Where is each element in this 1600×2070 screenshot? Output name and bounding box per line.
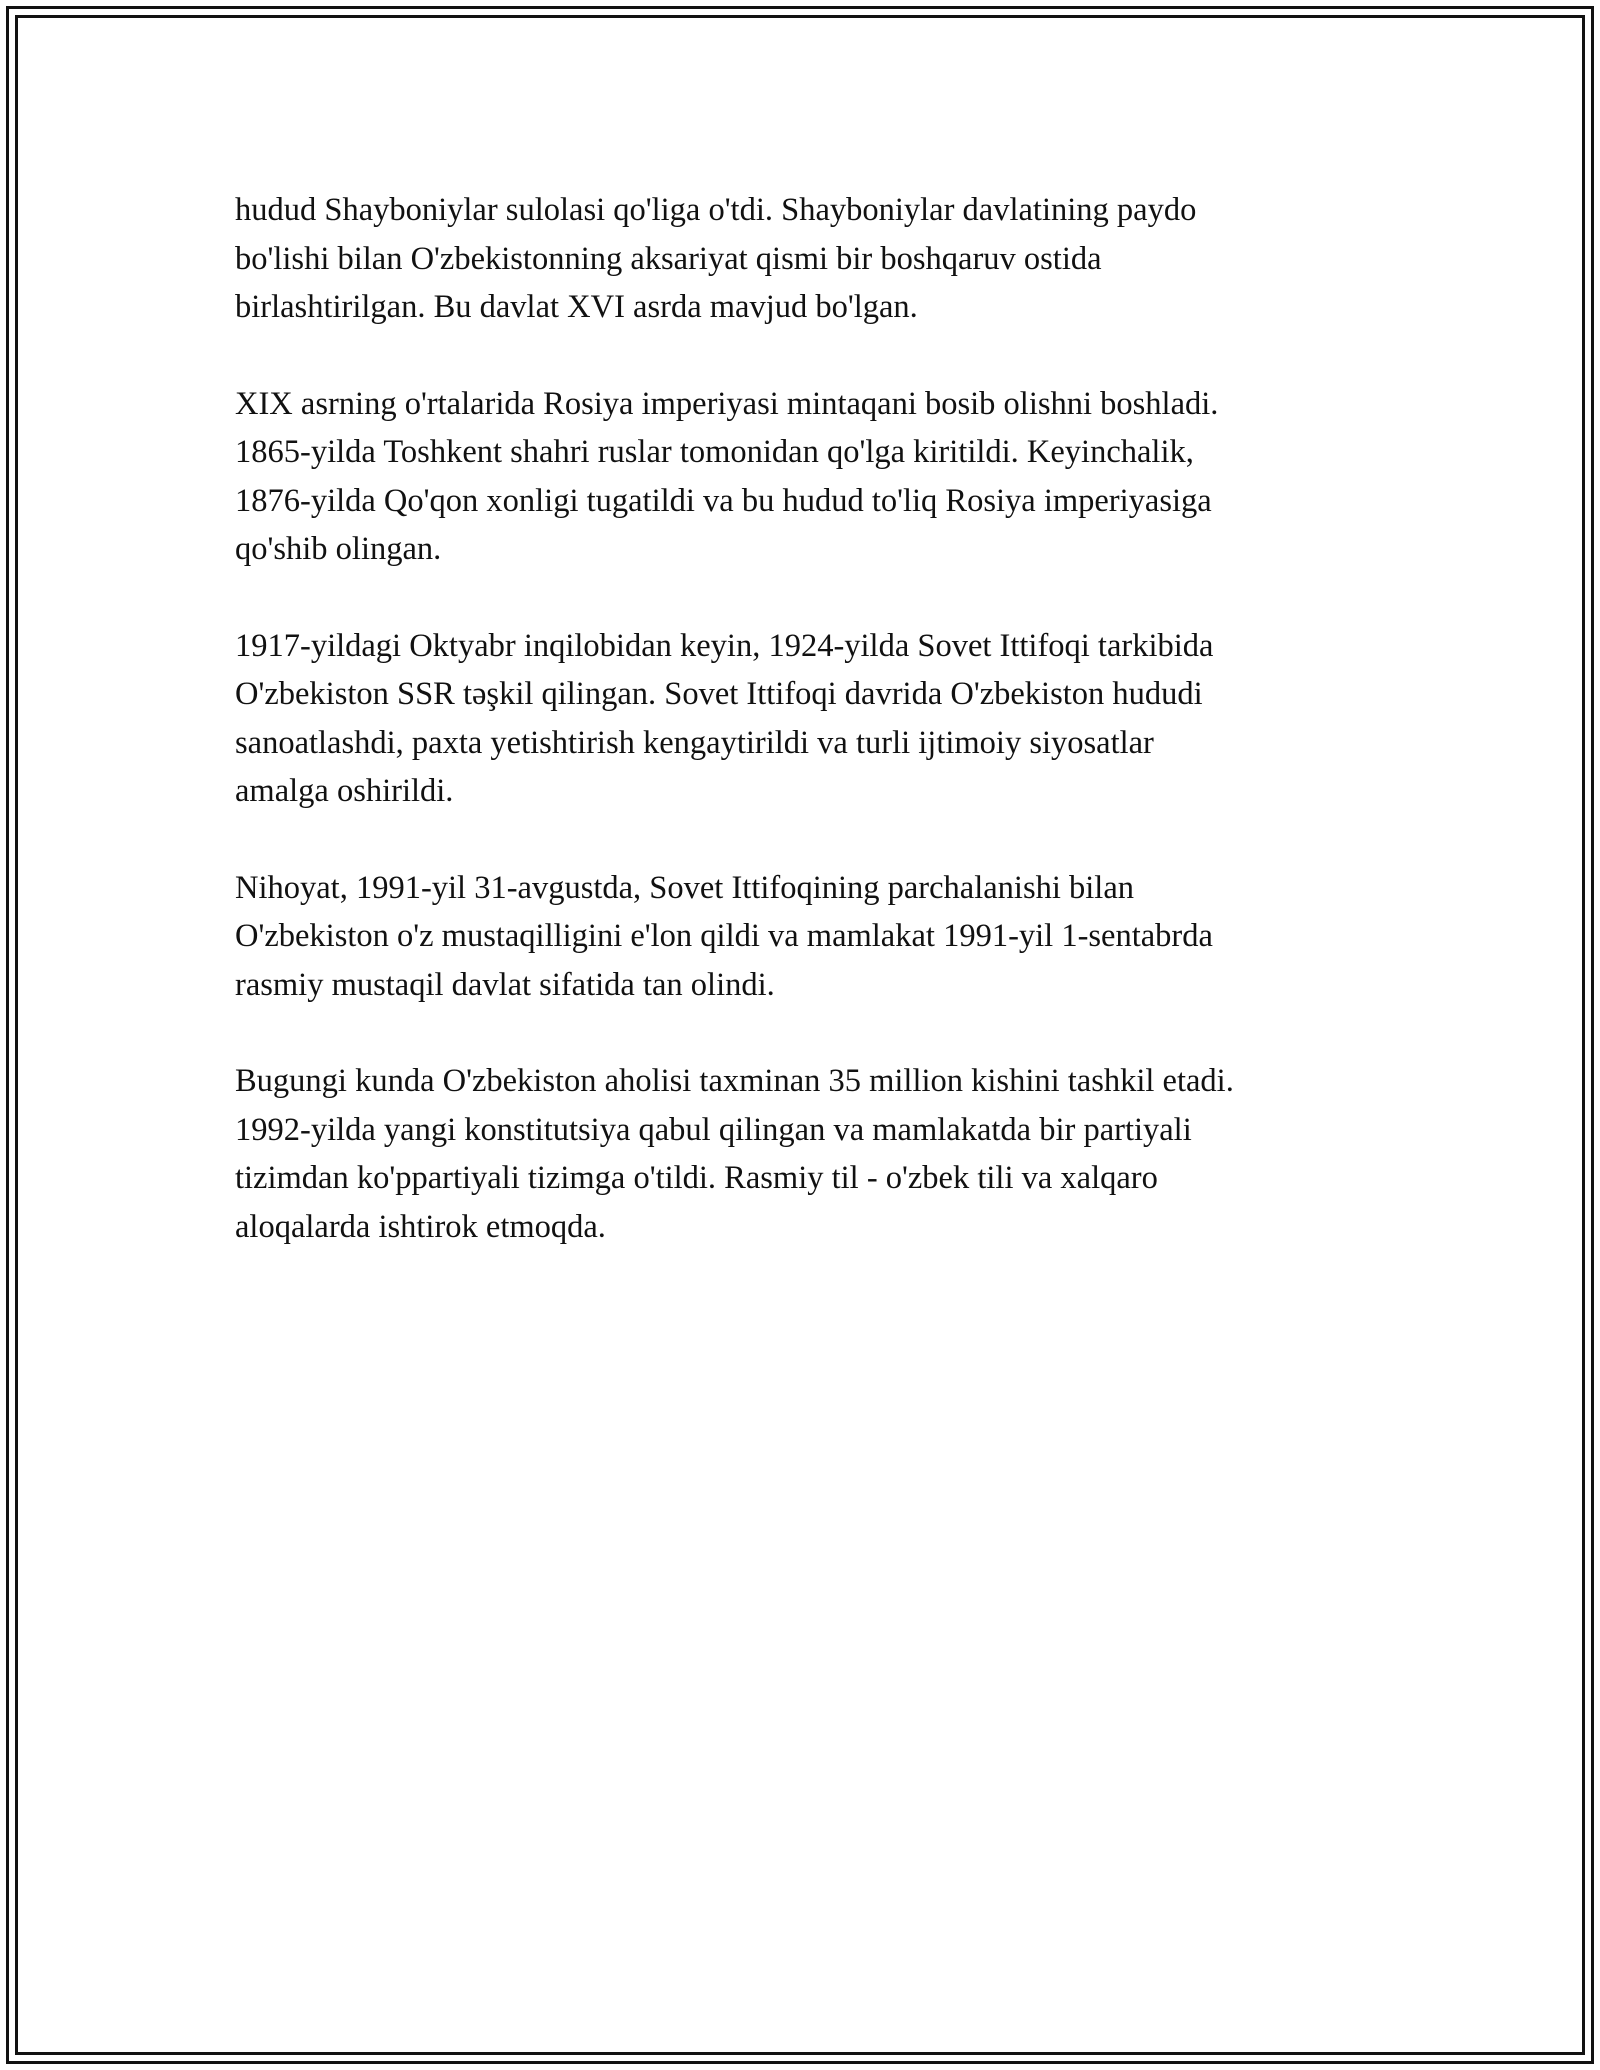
paragraph-russian-conquest: XIX asrning o'rtalarida Rosiya imperiyasi mintaqani bosib olishni boshladi. 1865-yilda Toshkent shahri ruslar tomonidan qo'lga kiritildi. Keyinchalik, 1876-yilda Qo'qon xonligi tugatildi va bu hudud to'liq Rosiya imperiyasiga qo'shib olingan. [235,385,1219,567]
paragraph-soviet-period: 1917-yildagi Oktyabr inqilobidan keyin, 1924-yilda Sovet Ittifoqi tarkibida O'zbekiston SSR təşkil qilingan. Sovet Ittifoqi davrida O'zbekiston hududi sanoatlashdi, paxta yetishtirish kengaytirildi va turli ijtimoiy siyosatlar amalga oshirildi. [235,627,1214,809]
paragraph-independence: Nihoyat, 1991-yil 31-avgustda, Sovet Ittifoqining parchalanishi bilan O'zbekiston o'z mustaqilligini e'lon qildi va mamlakat 1991-yil 1-sentabrda rasmiy mustaqil davlat sifatida tan olindi. [235,869,1213,1003]
paragraph-shayboniylar: hudud Shayboniylar sulolasi qo'liga o'tdi. Shayboniylar davlatining paydo bo'lishi bilan O'zbekistonning aksariyat qismi bir boshqaruv ostida birlashtirilgan. Bu davlat XVI asrda mavjud bo'lgan. [235,192,1197,325]
paragraph-present-day: Bugungi kunda O'zbekiston aholisi taxminan 35 million kishini tashkil etadi. 1992-yilda yangi konstitutsiya qabul qilingan va mamlakatda bir partiyali tizimdan ko'ppartiyali tizimga o'tildi. Rasmiy til - o'zbek tili va xalqaro aloqalarda ishtirok etmoqda. [235,1063,1234,1245]
document-body [235,186,1375,1299]
